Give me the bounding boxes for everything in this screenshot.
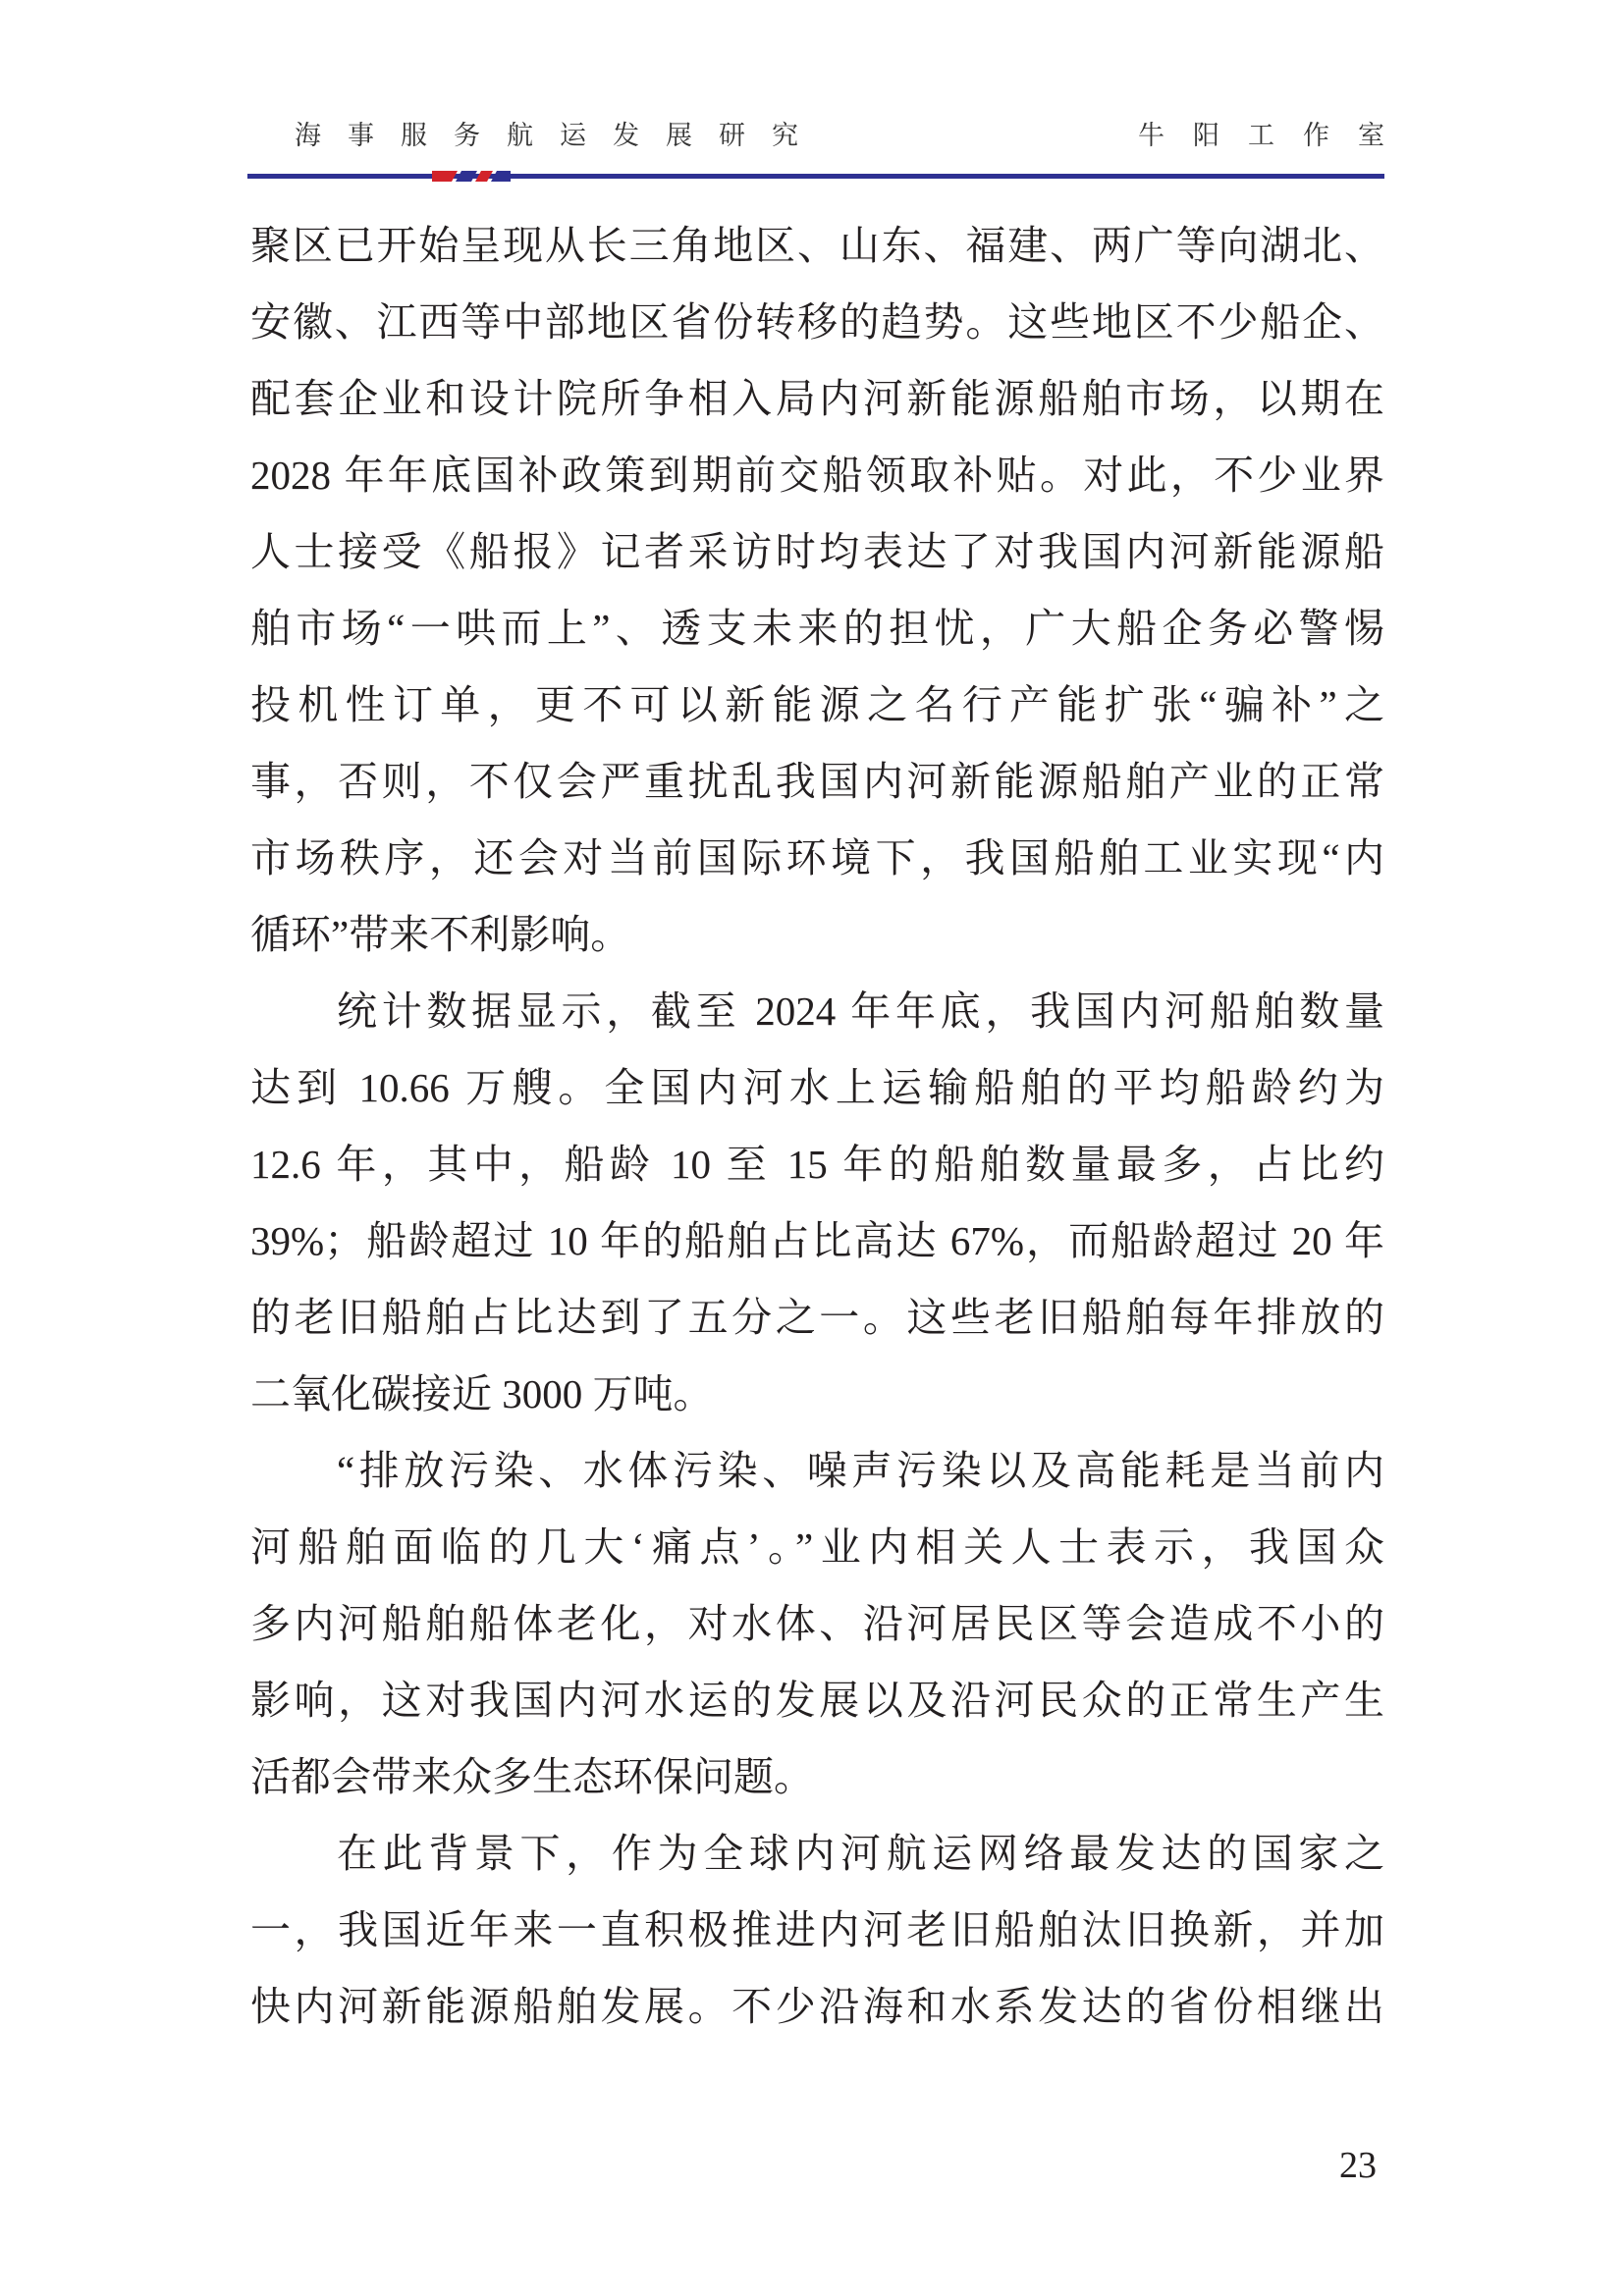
text-line: 二氧化碳接近 3000 万吨。 [250, 1371, 714, 1416]
text-line: 达到 10.66 万艘。全国内河水上运输船舶的平均船龄约为 [250, 1065, 1384, 1110]
text-line: “排放污染、水体污染、噪声污染以及高能耗是当前内 [337, 1448, 1384, 1493]
text-line: 多内河船舶船体老化，对水体、沿河居民区等会造成不小的 [250, 1601, 1384, 1646]
text-line: 快内河新能源船舶发展。不少沿海和水系发达的省份相继出 [250, 1984, 1384, 2029]
text-line: 事，否则，不仅会严重扰乱我国内河新能源船舶产业的正常 [250, 759, 1384, 804]
paragraph [250, 1432, 1384, 1815]
text-line: 12.6 年，其中，船龄 10 至 15 年的船舶数量最多，占比约 [250, 1142, 1384, 1187]
text-line: 人士接受《船报》记者采访时均表达了对我国内河新能源船 [250, 529, 1384, 574]
text-line: 活都会带来众多生态环保问题。 [250, 1754, 814, 1799]
text-line: 投机性订单，更不可以新能源之名行产能扩张“骗补”之 [250, 682, 1384, 727]
text-line: 循环”带来不利影响。 [250, 912, 631, 957]
ribbon-stripe-blue [456, 171, 477, 182]
ribbon-stripe-red [475, 171, 493, 182]
header-rule [247, 174, 1384, 179]
text-line: 39%；船龄超过 10 年的船舶占比高达 67%，而船龄超过 20 年 [250, 1218, 1384, 1263]
text-line: 在此背景下，作为全球内河航运网络最发达的国家之 [337, 1831, 1384, 1876]
text-line: 河船舶面临的几大‘痛点’。”业内相关人士表示，我国众 [250, 1524, 1384, 1570]
text-line: 配套企业和设计院所争相入局内河新能源船舶市场，以期在 [250, 376, 1384, 421]
text-line: 舶市场“一哄而上”、透支未来的担忧，广大船企务必警惕 [250, 606, 1384, 651]
text-line: 安徽、江西等中部地区省份转移的趋势。这些地区不少船企、 [250, 299, 1384, 345]
ribbon-stripe-red [432, 171, 458, 182]
text-line: 2028 年年底国补政策到期前交船领取补贴。对此，不少业界 [250, 453, 1384, 498]
running-header-title: 海事服务航运发展研究 [295, 121, 825, 150]
running-header-studio: 牛阳工作室 [1138, 121, 1413, 150]
ribbon-stripe-blue [491, 171, 511, 182]
text-line: 的老旧船舶占比达到了五分之一。这些老旧船舶每年排放的 [250, 1295, 1384, 1340]
page-number: 23 [1339, 2145, 1377, 2186]
header-ribbon-ornament [432, 169, 511, 184]
body-text [250, 207, 1384, 2045]
paragraph [250, 207, 1384, 973]
paragraph [250, 973, 1384, 1432]
text-line: 市场秩序，还会对当前国际环境下，我国船舶工业实现“内 [250, 835, 1384, 881]
text-line: 一，我国近年来一直积极推进内河老旧船舶汰旧换新，并加 [250, 1907, 1384, 1952]
text-line: 影响，这对我国内河水运的发展以及沿河民众的正常生产生 [250, 1678, 1384, 1723]
text-line: 聚区已开始呈现从长三角地区、山东、福建、两广等向湖北、 [250, 223, 1384, 268]
text-line: 统计数据显示，截至 2024 年年底，我国内河船舶数量 [337, 988, 1384, 1034]
paragraph [250, 1815, 1384, 2045]
